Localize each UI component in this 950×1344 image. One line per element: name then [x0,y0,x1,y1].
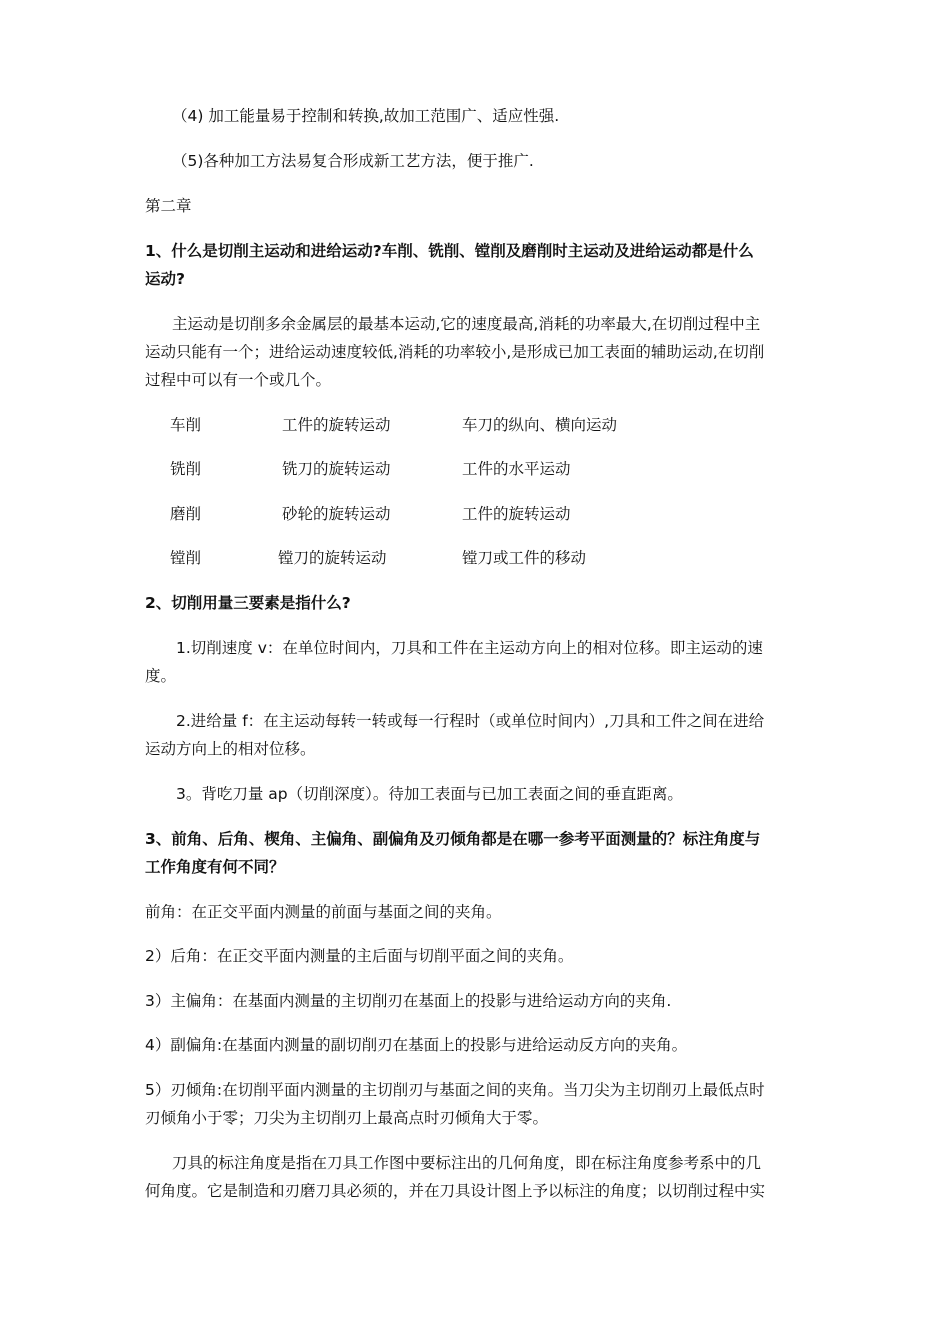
main-motion-cell: 铣刀的旋转运动 [282,460,391,478]
process-cell: 车削 [170,416,202,434]
q2-item3: 3。背吃刀量 ap（切削深度）。待加工表面与已加工表面之间的垂直距离。 [176,785,683,803]
q1-answer-line3: 过程中可以有一个或几个。 [145,371,332,389]
q1-title-line1: 1、什么是切削主运动和进给运动?车削、铣削、镗削及磨削时主运动及进给运动都是什么 [145,242,754,260]
table-row [0,504,950,524]
process-cell: 磨削 [170,505,202,523]
q2-item2-line1: 2.进给量 f：在主运动每转一转或每一行程时（或单位时间内）,刀具和工件之间在进给 [176,712,765,730]
main-motion-cell: 镗刀的旋转运动 [278,549,387,567]
process-cell: 镗削 [170,549,202,567]
q1-title-line2: 运动? [145,270,185,288]
q3-item-inclination-angle-line2: 刃倾角小于零；刀尖为主切削刃上最高点时刃倾角大于零。 [145,1109,549,1127]
q3-last-para-line1: 刀具的标注角度是指在刀具工作图中要标注出的几何角度，即在标注角度参考系中的几 [172,1154,762,1172]
feed-motion-cell: 工件的旋转运动 [462,505,571,523]
q3-item-minor-cutting-edge-angle: 4）副偏角:在基面内测量的副切削刃在基面上的投影与进给运动反方向的夹角。 [145,1036,688,1054]
q1-answer-line2: 运动只能有一个；进给运动速度较低,消耗的功率较小,是形成已加工表面的辅助运动,在切削 [145,343,765,361]
intro-item-4: （4) 加工能量易于控制和转换,故加工范围广、适应性强. [172,107,560,125]
q2-item1-line1: 1.切削速度 v：在单位时间内，刀具和工件在主运动方向上的相对位移。即主运动的速 [176,639,763,657]
table-row [0,459,950,479]
chapter-heading: 第二章 [145,197,192,215]
main-motion-cell: 工件的旋转运动 [282,416,391,434]
q3-item-major-cutting-edge-angle: 3）主偏角：在基面内测量的主切削刃在基面上的投影与进给运动方向的夹角. [145,992,672,1010]
process-cell: 铣削 [170,460,202,478]
q2-item2-line2: 运动方向上的相对位移。 [145,740,316,758]
q3-title-line2: 工作角度有何不同？ [145,858,285,876]
feed-motion-cell: 镗刀或工件的移动 [462,549,587,567]
q3-item-inclination-angle-line1: 5）刃倾角:在切削平面内测量的主切削刃与基面之间的夹角。当刀尖为主切削刃上最低点时 [145,1081,765,1099]
q1-answer-line1: 主运动是切削多余金属层的最基本运动,它的速度最高,消耗的功率最大,在切削过程中主 [172,315,761,333]
feed-motion-cell: 车刀的纵向、横向运动 [462,416,618,434]
feed-motion-cell: 工件的水平运动 [462,460,571,478]
table-row [0,415,950,435]
main-motion-cell: 砂轮的旋转运动 [282,505,391,523]
q3-item-rake-angle: 前角：在正交平面内测量的前面与基面之间的夹角。 [145,903,502,921]
intro-item-5: （5)各种加工方法易复合形成新工艺方法，便于推广. [172,152,534,170]
table-row [0,548,950,568]
q3-title-line1: 3、前角、后角、楔角、主偏角、副偏角及刃倾角都是在哪一参考平面测量的？标注角度与 [145,830,761,848]
q3-last-para-line2: 何角度。它是制造和刃磨刀具必须的，并在刀具设计图上予以标注的角度；以切削过程中实 [145,1182,766,1200]
q3-item-clearance-angle: 2）后角：在正交平面内测量的主后面与切削平面之间的夹角。 [145,947,574,965]
q2-item1-line2: 度。 [145,667,177,685]
q2-title: 2、切削用量三要素是指什么? [145,594,351,612]
